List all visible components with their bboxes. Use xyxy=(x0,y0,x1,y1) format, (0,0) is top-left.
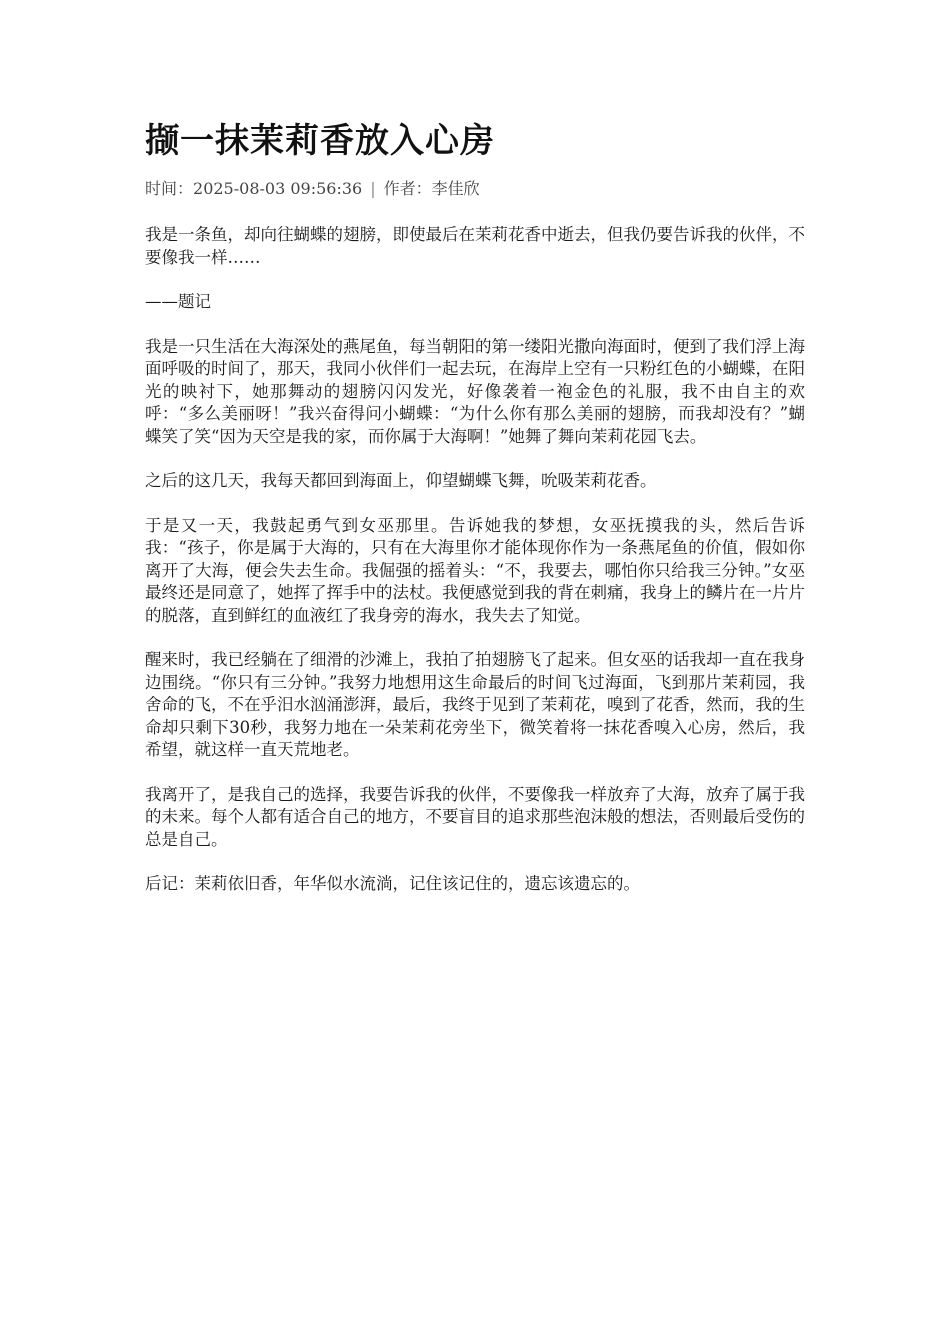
paragraph: 之后的这几天，我每天都回到海面上，仰望蝴蝶飞舞，吮吸茉莉花香。 xyxy=(145,471,657,490)
time-value: 2025-08-03 09:56:36 xyxy=(193,179,363,198)
author-value: 李佳欣 xyxy=(431,179,480,198)
article-meta xyxy=(145,178,805,200)
article-body xyxy=(145,224,805,896)
paragraph: 于是又一天，我鼓起勇气到女巫那里。告诉她我的梦想，女巫抚摸我的头，然后告诉我：“孩子，你是属于大海的，只有在大海里你才能体现你作为一条燕尾鱼的价值，假如你离开了大海，便会失去生命。我倔强的摇着头：“不，我要去，哪怕你只给我三分钟。”女巫最终还是同意了，她挥了挥手中的法杖。我便感觉到我的背在刺痛，我身上的鳞片在一片片的脱落，直到鲜红的血液红了我身旁的海水，我失去了知觉。 xyxy=(145,515,805,625)
author-label: 作者： xyxy=(383,179,432,198)
paragraph-epigraph-attribution: ——题记 xyxy=(145,292,211,311)
paragraph: 醒来时，我已经躺在了细滑的沙滩上，我拍了拍翅膀飞了起来。但女巫的话我却一直在我身边围绕。“你只有三分钟。”我努力地想用这生命最后的时间飞过海面，飞到那片茉莉园，我舍命的飞，不在乎汨水汹涌澎湃，最后，我终于见到了茉莉花，嗅到了花香，然而，我的生命却只剩下30秒，我努力地在一朵茉莉花旁坐下，微笑着将一抹花香嗅入心房，然后，我希望，就这样一直天荒地老。 xyxy=(145,650,805,759)
time-label: 时间： xyxy=(145,179,194,198)
paragraph-epigraph: 我是一条鱼，却向往蝴蝶的翅膀，即使最后在茉莉花香中逝去，但我仍要告诉我的伙伴，不要像我一样…… xyxy=(145,225,805,267)
article-title: 撷一抹茉莉香放入心房 xyxy=(145,121,495,161)
article xyxy=(145,118,805,918)
paragraph-postscript: 后记：茉莉依旧香，年华似水流淌，记住该记住的，遗忘该遗忘的。 xyxy=(145,874,640,893)
meta-separator: | xyxy=(370,179,376,198)
paragraph: 我离开了，是我自己的选择，我要告诉我的伙伴，不要像我一样放弃了大海，放弃了属于我的未来。每个人都有适合自己的地方，不要盲目的追求那些泡沫般的想法，否则最后受伤的总是自己。 xyxy=(145,784,805,849)
paragraph: 我是一只生活在大海深处的燕尾鱼，每当朝阳的第一缕阳光撒向海面时，便到了我们浮上海面呼吸的时间了，那天，我同小伙伴们一起去玩，在海岸上空有一只粉红色的小蝴蝶，在阳光的映衬下，她那舞动的翅膀闪闪发光，好像袭着一袍金色的礼服，我不由自主的欢呼：“多么美丽呀！”我兴奋得问小蝴蝶：“为什么你有那么美丽的翅膀，而我却没有？”蝴蝶笑了笑“因为天空是我的家，而你属于大海啊！”她舞了舞向茉莉花园飞去。 xyxy=(145,336,805,446)
